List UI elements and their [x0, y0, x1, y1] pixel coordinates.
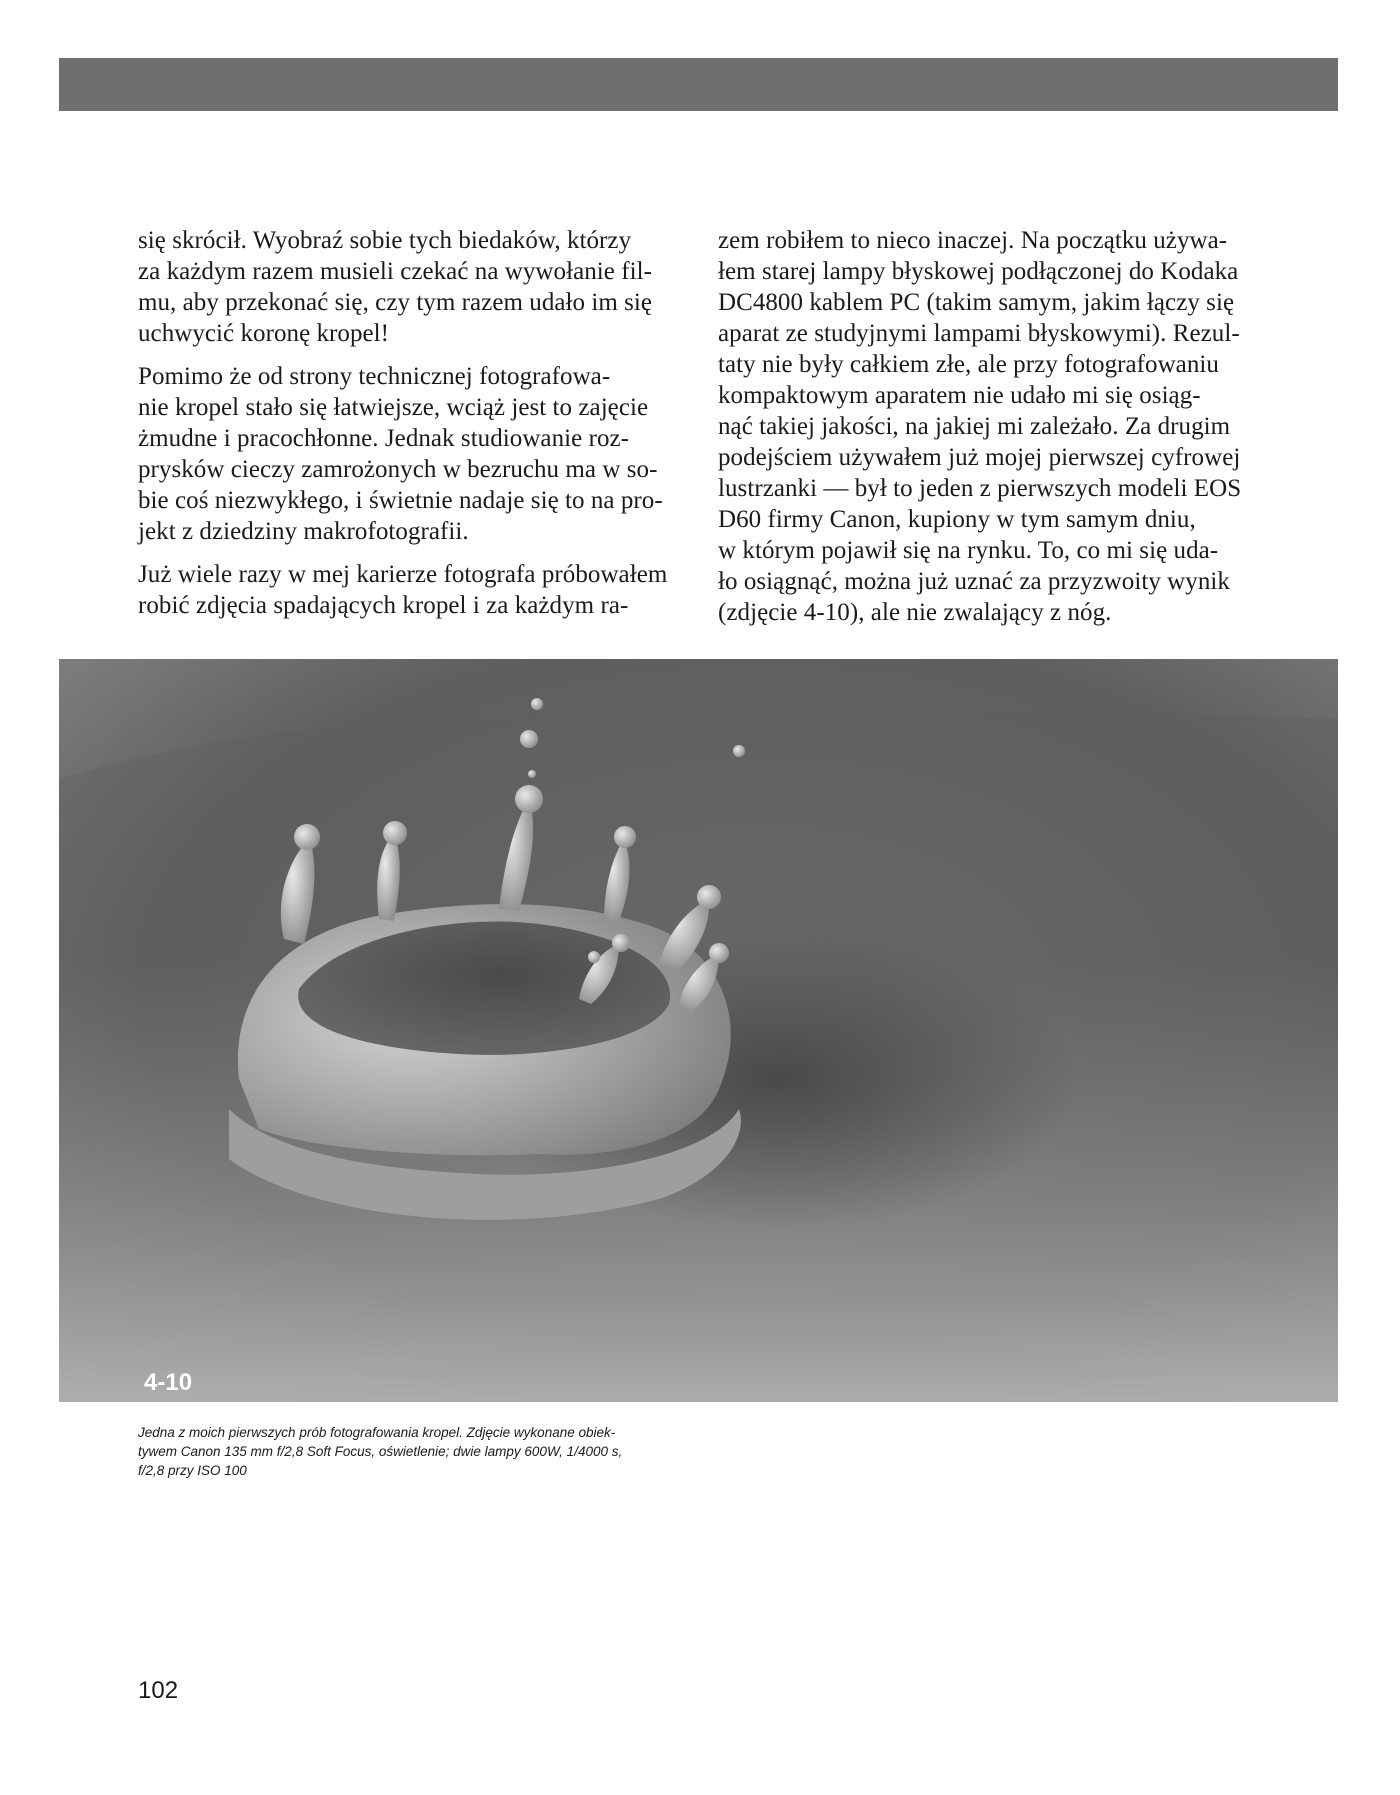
figure-caption: Jedna z moich pierwszych prób fotografowania kropel. Zdjęcie wykonane obiek- tywem Canon 135 mm f/2,8 Soft Focus, oświetlenie; dwie lampy 600W, 1/4000 s, f/2,8 przy ISO 100: [138, 1425, 623, 1478]
right-column: [718, 225, 1258, 640]
left-paragraph-2: Pomimo że od strony technicznej fotografowa- nie kropel stało się łatwiejsze, wciąż jest to zajęcie żmudne i pracochłonne. Jednak studiowanie roz- prysków cieczy zamrożonych w bezruchu ma w so- bie coś niezwykłego, i świetnie nadaje się to na pro- jekt z dziedziny makrofotografii.: [138, 363, 663, 545]
left-column: [138, 225, 678, 633]
left-paragraph-3: Już wiele razy w mej karierze fotografa próbowałem robić zdjęcia spadających kropel i za każdym ra-: [138, 561, 668, 619]
milk-crown-illustration: [59, 659, 1338, 1402]
page-number: 102: [138, 1677, 179, 1704]
left-paragraph-1: się skrócił. Wyobraź sobie tych biedaków, którzy za każdym razem musieli czekać na wywołanie fil- mu, aby przekonać się, czy tym razem udało im się uchwycić koronę kropel!: [138, 227, 653, 347]
right-paragraph-1: zem robiłem to nieco inaczej. Na początku używa- łem starej lampy błyskowej podłączonej do Kodaka DC4800 kablem PC (takim samym, jakim łączy się aparat ze studyjnymi lampami błyskowymi). Rezul- taty nie były całkiem złe, ale przy fotografowaniu kompaktowym aparatem nie udało mi się osiąg- nąć takiej jakości, na jakiej mi zależało. Za drugim podejściem używałem już mojej pierwszej cyfrowej lustrzanki — był to jeden z pierwszych modeli EOS D60 firmy Canon, kupiony w tym samym dniu, w którym pojawił się na rynku. To, co mi się uda- ło osiągnąć, można już uznać za przyzwoity wynik (zdjęcie 4-10), ale nie zwalający z nóg.: [718, 227, 1242, 626]
header-bar: [59, 58, 1338, 111]
figure-number: 4-10: [144, 1369, 193, 1396]
milk-crown-photo: [59, 659, 1338, 1402]
